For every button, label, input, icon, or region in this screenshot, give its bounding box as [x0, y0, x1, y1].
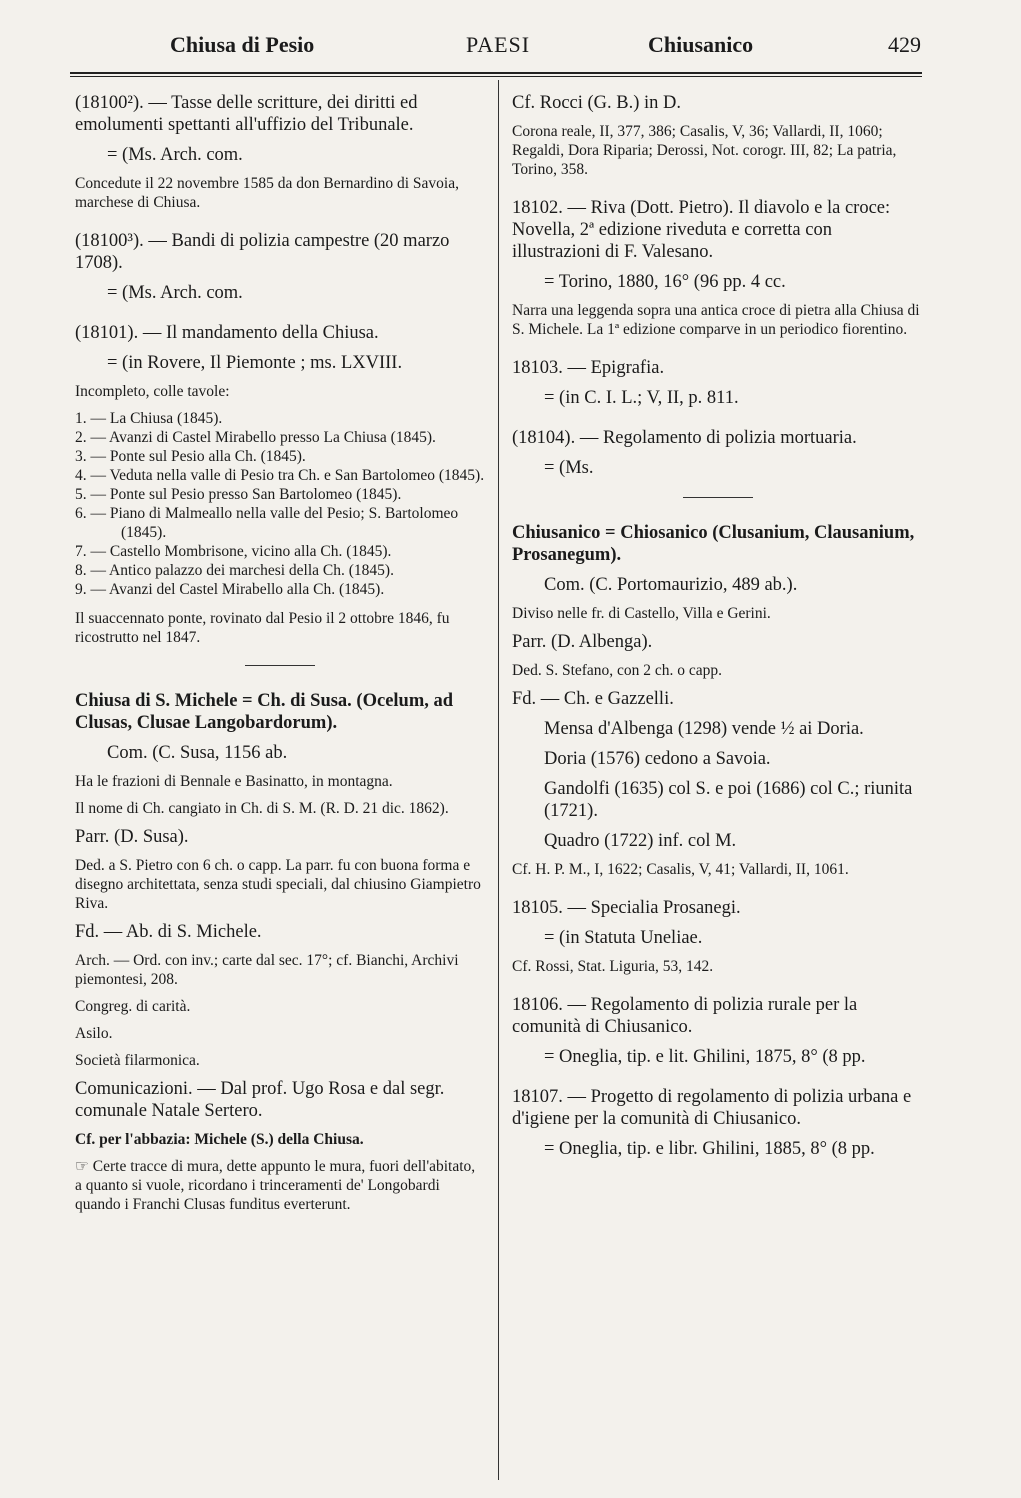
plates-list	[75, 409, 485, 599]
entry-18102-note: Narra una leggenda sopra una antica croce di pietra alla Chiusa di S. Michele. La 1ª edizione comparve in un periodico fiorentino.	[512, 302, 920, 338]
chiusa-final-text: Certe tracce di mura, dette appunto le mura, fuori dell'abitato, a quanto si vuole, ricordano i trinceramenti de' Longobardi quando i Franchi Clusas funditus everterunt.	[75, 1158, 476, 1213]
chiusa-note-nome: Il nome di Ch. cangiato in Ch. di S. M. (R. D. 21 dic. 1862).	[75, 800, 449, 817]
entry-18100-3-title: (18100³). — Bandi di polizia campestre (20 marzo 1708).	[75, 231, 450, 273]
left-column	[75, 92, 485, 1222]
chiusa-fd: Fd. — Ab. di S. Michele.	[75, 922, 262, 942]
list-item: 1. — La Chiusa (1845).	[75, 410, 223, 427]
chiusa-congreg: Congreg. di carità.	[75, 998, 191, 1015]
entry-18103-title: 18103. — Epigrafia.	[512, 358, 665, 378]
section-separator	[245, 665, 315, 666]
entry-18100-2-ref: = (Ms. Arch. com.	[107, 145, 243, 165]
chiusanico-fd-line: Gandolfi (1635) col S. e poi (1686) col C.; riunita (1721).	[544, 779, 913, 821]
running-header	[70, 32, 921, 68]
list-item: 6. — Piano di Malmeallo nella valle del Pesio; S. Bartolomeo (1845).	[75, 505, 459, 541]
list-item: 4. — Veduta nella valle di Pesio tra Ch. e San Bartolomeo (1845).	[75, 467, 485, 484]
chiusa-parr: Parr. (D. Susa).	[75, 827, 189, 847]
entry-18100-2-title: (18100²). — Tasse delle scritture, dei diritti ed emolumenti spettanti all'uffizio del Tribunale.	[75, 93, 418, 135]
entry-18102-ref: = Torino, 1880, 16° (96 pp. 4 cc.	[544, 272, 786, 292]
chiusanico-fd: Fd. — Ch. e Gazzelli.	[512, 689, 674, 709]
entry-18101-title: (18101). — Il mandamento della Chiusa.	[75, 323, 379, 343]
chiusa-com: Com. (C. Susa, 1156 ab.	[107, 743, 288, 763]
chiusa-asilo: Asilo.	[75, 1025, 113, 1042]
rocci-cf: Cf. Rocci (G. B.) in D.	[512, 93, 682, 113]
entry-18104-ref: = (Ms.	[544, 458, 594, 478]
entry-18105-ref: = (in Statuta Uneliae.	[544, 928, 703, 948]
entry-18107-title: 18107. — Progetto di regolamento di polizia urbana e d'igiene per la comunità di Chiusanico.	[512, 1087, 912, 1129]
chiusa-ded: Ded. a S. Pietro con 6 ch. o capp. La parr. fu con buona forma e disegno architettata, senza studi speciali, dal chiusino Giampietro Riva.	[75, 857, 481, 912]
chiusa-arch: Arch. — Ord. con inv.; carte dal sec. 17°; cf. Bianchi, Archivi piemontesi, 208.	[75, 952, 459, 988]
entry-18100-3-ref: = (Ms. Arch. com.	[107, 283, 243, 303]
entry-18106-title: 18106. — Regolamento di polizia rurale per la comunità di Chiusanico.	[512, 995, 858, 1037]
header-left-title: Chiusa di Pesio	[170, 32, 315, 57]
page-number: 429	[888, 32, 921, 57]
entry-18105-note: Cf. Rossi, Stat. Liguria, 53, 142.	[512, 958, 714, 975]
entry-18106-ref: = Oneglia, tip. e lit. Ghilini, 1875, 8° (8 pp.	[544, 1047, 866, 1067]
chiusa-heading: Chiusa di S. Michele = Ch. di Susa. (Ocelum, ad Clusas, Clusae Langobardorum).	[75, 691, 454, 733]
chiusanico-fd-line: Doria (1576) cedono a Savoia.	[544, 749, 771, 769]
entry-18105-title: 18105. — Specialia Prosanegi.	[512, 898, 741, 918]
list-item: 8. — Antico palazzo dei marchesi della Ch. (1845).	[75, 562, 394, 579]
pointing-hand-icon: ☞	[75, 1158, 89, 1175]
entry-18101-after: Il suaccennato ponte, rovinato dal Pesio il 2 ottobre 1846, fu ricostrutto nel 1847.	[75, 610, 450, 646]
column-divider	[498, 80, 499, 1480]
chiusanico-com: Com. (C. Portomaurizio, 489 ab.).	[544, 575, 798, 595]
list-item: 7. — Castello Mombrisone, vicino alla Ch. (1845).	[75, 543, 392, 560]
chiusanico-heading: Chiusanico = Chiosanico (Clusanium, Clausanium, Prosanegum).	[512, 523, 915, 565]
chiusanico-parr: Parr. (D. Albenga).	[512, 632, 653, 652]
entry-18107-ref: = Oneglia, tip. e libr. Ghilini, 1885, 8° (8 pp.	[544, 1139, 875, 1159]
chiusanico-fd-line: Mensa d'Albenga (1298) vende ½ ai Doria.	[544, 719, 864, 739]
right-column	[512, 92, 924, 1168]
entry-18104-title: (18104). — Regolamento di polizia mortuaria.	[512, 428, 857, 448]
rocci-refs: Corona reale, II, 377, 386; Casalis, V, 36; Vallardi, II, 1060; Regaldi, Dora Riparia; Derossi, Not. corogr. III, 82; La patria, Torino, 358.	[512, 123, 897, 178]
chiusanico-note: Diviso nelle fr. di Castello, Villa e Gerini.	[512, 605, 771, 622]
chiusanico-cf: Cf. H. P. M., I, 1622; Casalis, V, 41; Vallardi, II, 1061.	[512, 861, 849, 878]
header-section: PAESI	[466, 32, 531, 57]
entry-18103-ref: = (in C. I. L.; V, II, p. 811.	[544, 388, 739, 408]
chiusanico-ded: Ded. S. Stefano, con 2 ch. o capp.	[512, 662, 723, 679]
chiusanico-fd-line: Quadro (1722) inf. col M.	[544, 831, 737, 851]
list-item: 9. — Avanzi del Castel Mirabello alla Ch. (1845).	[75, 581, 385, 598]
list-item: 3. — Ponte sul Pesio alla Ch. (1845).	[75, 448, 306, 465]
entry-18102-title: 18102. — Riva (Dott. Pietro). Il diavolo e la croce: Novella, 2ª edizione riveduta e corretta con illustrazioni di F. Valesano.	[512, 198, 891, 262]
section-separator	[683, 497, 753, 498]
list-item: 2. — Avanzi di Castel Mirabello presso La Chiusa (1845).	[75, 429, 436, 446]
header-right-title: Chiusanico	[648, 32, 754, 57]
chiusa-societa: Società filarmonica.	[75, 1052, 200, 1069]
entry-18101-note: Incompleto, colle tavole:	[75, 383, 230, 400]
chiusa-final-note	[75, 1157, 485, 1214]
list-item: 5. — Ponte sul Pesio presso San Bartolomeo (1845).	[75, 486, 402, 503]
chiusa-note-frazioni: Ha le frazioni di Bennale e Basinatto, in montagna.	[75, 773, 393, 790]
header-rule-thin	[70, 76, 922, 77]
entry-18100-2-note: Concedute il 22 novembre 1585 da don Bernardino di Savoia, marchese di Chiusa.	[75, 175, 459, 211]
entry-18101-ref: = (in Rovere, Il Piemonte ; ms. LXVIII.	[107, 353, 403, 373]
header-rule	[70, 72, 922, 74]
chiusa-comunicazioni: Comunicazioni. — Dal prof. Ugo Rosa e dal segr. comunale Natale Sertero.	[75, 1079, 445, 1121]
chiusa-cf-abbazia: Cf. per l'abbazia: Michele (S.) della Chiusa.	[75, 1131, 364, 1148]
